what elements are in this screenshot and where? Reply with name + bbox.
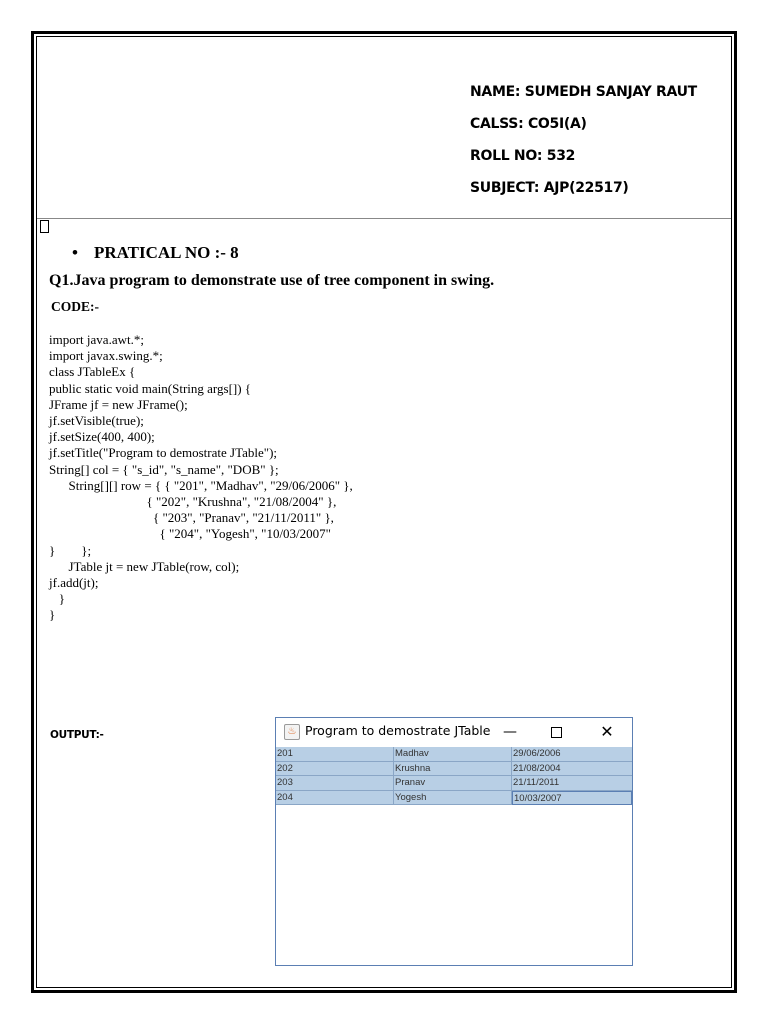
code-line: jf.setVisible(true);: [49, 413, 144, 429]
window-title: Program to demostrate JTable: [305, 723, 491, 738]
student-info: [470, 82, 697, 210]
window-titlebar[interactable]: [276, 718, 632, 746]
code-line: String[] col = { "s_id", "s_name", "DOB" };: [49, 461, 279, 477]
maximize-icon: [551, 727, 562, 738]
jtable[interactable]: [276, 747, 632, 805]
code-label: CODE:-: [51, 299, 99, 314]
table-cell[interactable]: Pranav: [394, 776, 512, 790]
code-line: }: [49, 607, 56, 623]
code-line: jf.setSize(400, 400);: [49, 429, 155, 445]
student-roll: ROLL NO: 532: [470, 148, 576, 164]
code-line: { "202", "Krushna", "21/08/2004" },: [49, 494, 337, 510]
table-cell[interactable]: 21/08/2004: [513, 762, 561, 774]
code-block: [49, 332, 353, 624]
placeholder-glyph-icon: [40, 220, 49, 233]
code-line: JTable jt = new JTable(row, col);: [49, 558, 240, 574]
student-name: NAME: SUMEDH SANJAY RAUT: [470, 84, 697, 100]
code-line: import javax.swing.*;: [49, 348, 163, 364]
code-line: public static void main(String args[]) {: [49, 380, 252, 396]
table-row[interactable]: [276, 747, 632, 762]
table-cell[interactable]: 29/06/2006: [513, 748, 561, 759]
table-cell[interactable]: 203: [276, 776, 394, 790]
table-cell[interactable]: 204: [276, 791, 394, 805]
student-class: CALSS: CO5I(A): [470, 116, 587, 132]
table-cell[interactable]: Krushna: [394, 762, 512, 776]
practical-heading: [72, 243, 239, 263]
bullet-icon: •: [72, 243, 78, 262]
code-line: jf.add(jt);: [49, 575, 99, 591]
student-subject: SUBJECT: AJP(22517): [470, 180, 629, 196]
code-line: { "203", "Pranav", "21/11/2011" },: [49, 510, 334, 526]
maximize-button[interactable]: [541, 720, 571, 744]
table-row[interactable]: [276, 776, 632, 791]
table-cell[interactable]: Madhav: [394, 747, 512, 761]
output-label: OUTPUT:-: [50, 729, 104, 741]
jtable-window: [275, 717, 633, 966]
table-cell[interactable]: 202: [276, 762, 394, 776]
practical-title: PRATICAL NO :- 8: [94, 243, 239, 262]
code-line: } };: [49, 542, 92, 558]
code-line: String[][] row = { { "201", "Madhav", "29/06/2006" },: [49, 477, 353, 493]
code-line: JFrame jf = new JFrame();: [49, 396, 188, 412]
table-row[interactable]: [276, 762, 632, 777]
code-line: import java.awt.*;: [49, 332, 144, 347]
table-cell[interactable]: 10/03/2007: [512, 791, 632, 805]
table-cell[interactable]: Yogesh: [394, 791, 512, 805]
table-cell[interactable]: 201: [276, 747, 394, 761]
code-line: }: [49, 591, 65, 607]
code-line: jf.setTitle("Program to demostrate JTable");: [49, 445, 278, 461]
minimize-button[interactable]: —: [503, 724, 517, 740]
table-cell[interactable]: 21/11/2011: [513, 777, 560, 788]
question-text: Q1.Java program to demonstrate use of tree component in swing.: [49, 272, 495, 289]
table-row[interactable]: [276, 791, 632, 806]
code-line: class JTableEx {: [49, 364, 136, 380]
close-button[interactable]: ✕: [600, 722, 614, 741]
code-line: { "204", "Yogesh", "10/03/2007": [49, 526, 331, 542]
header-divider: [37, 218, 731, 219]
java-icon: ♨: [284, 724, 300, 740]
